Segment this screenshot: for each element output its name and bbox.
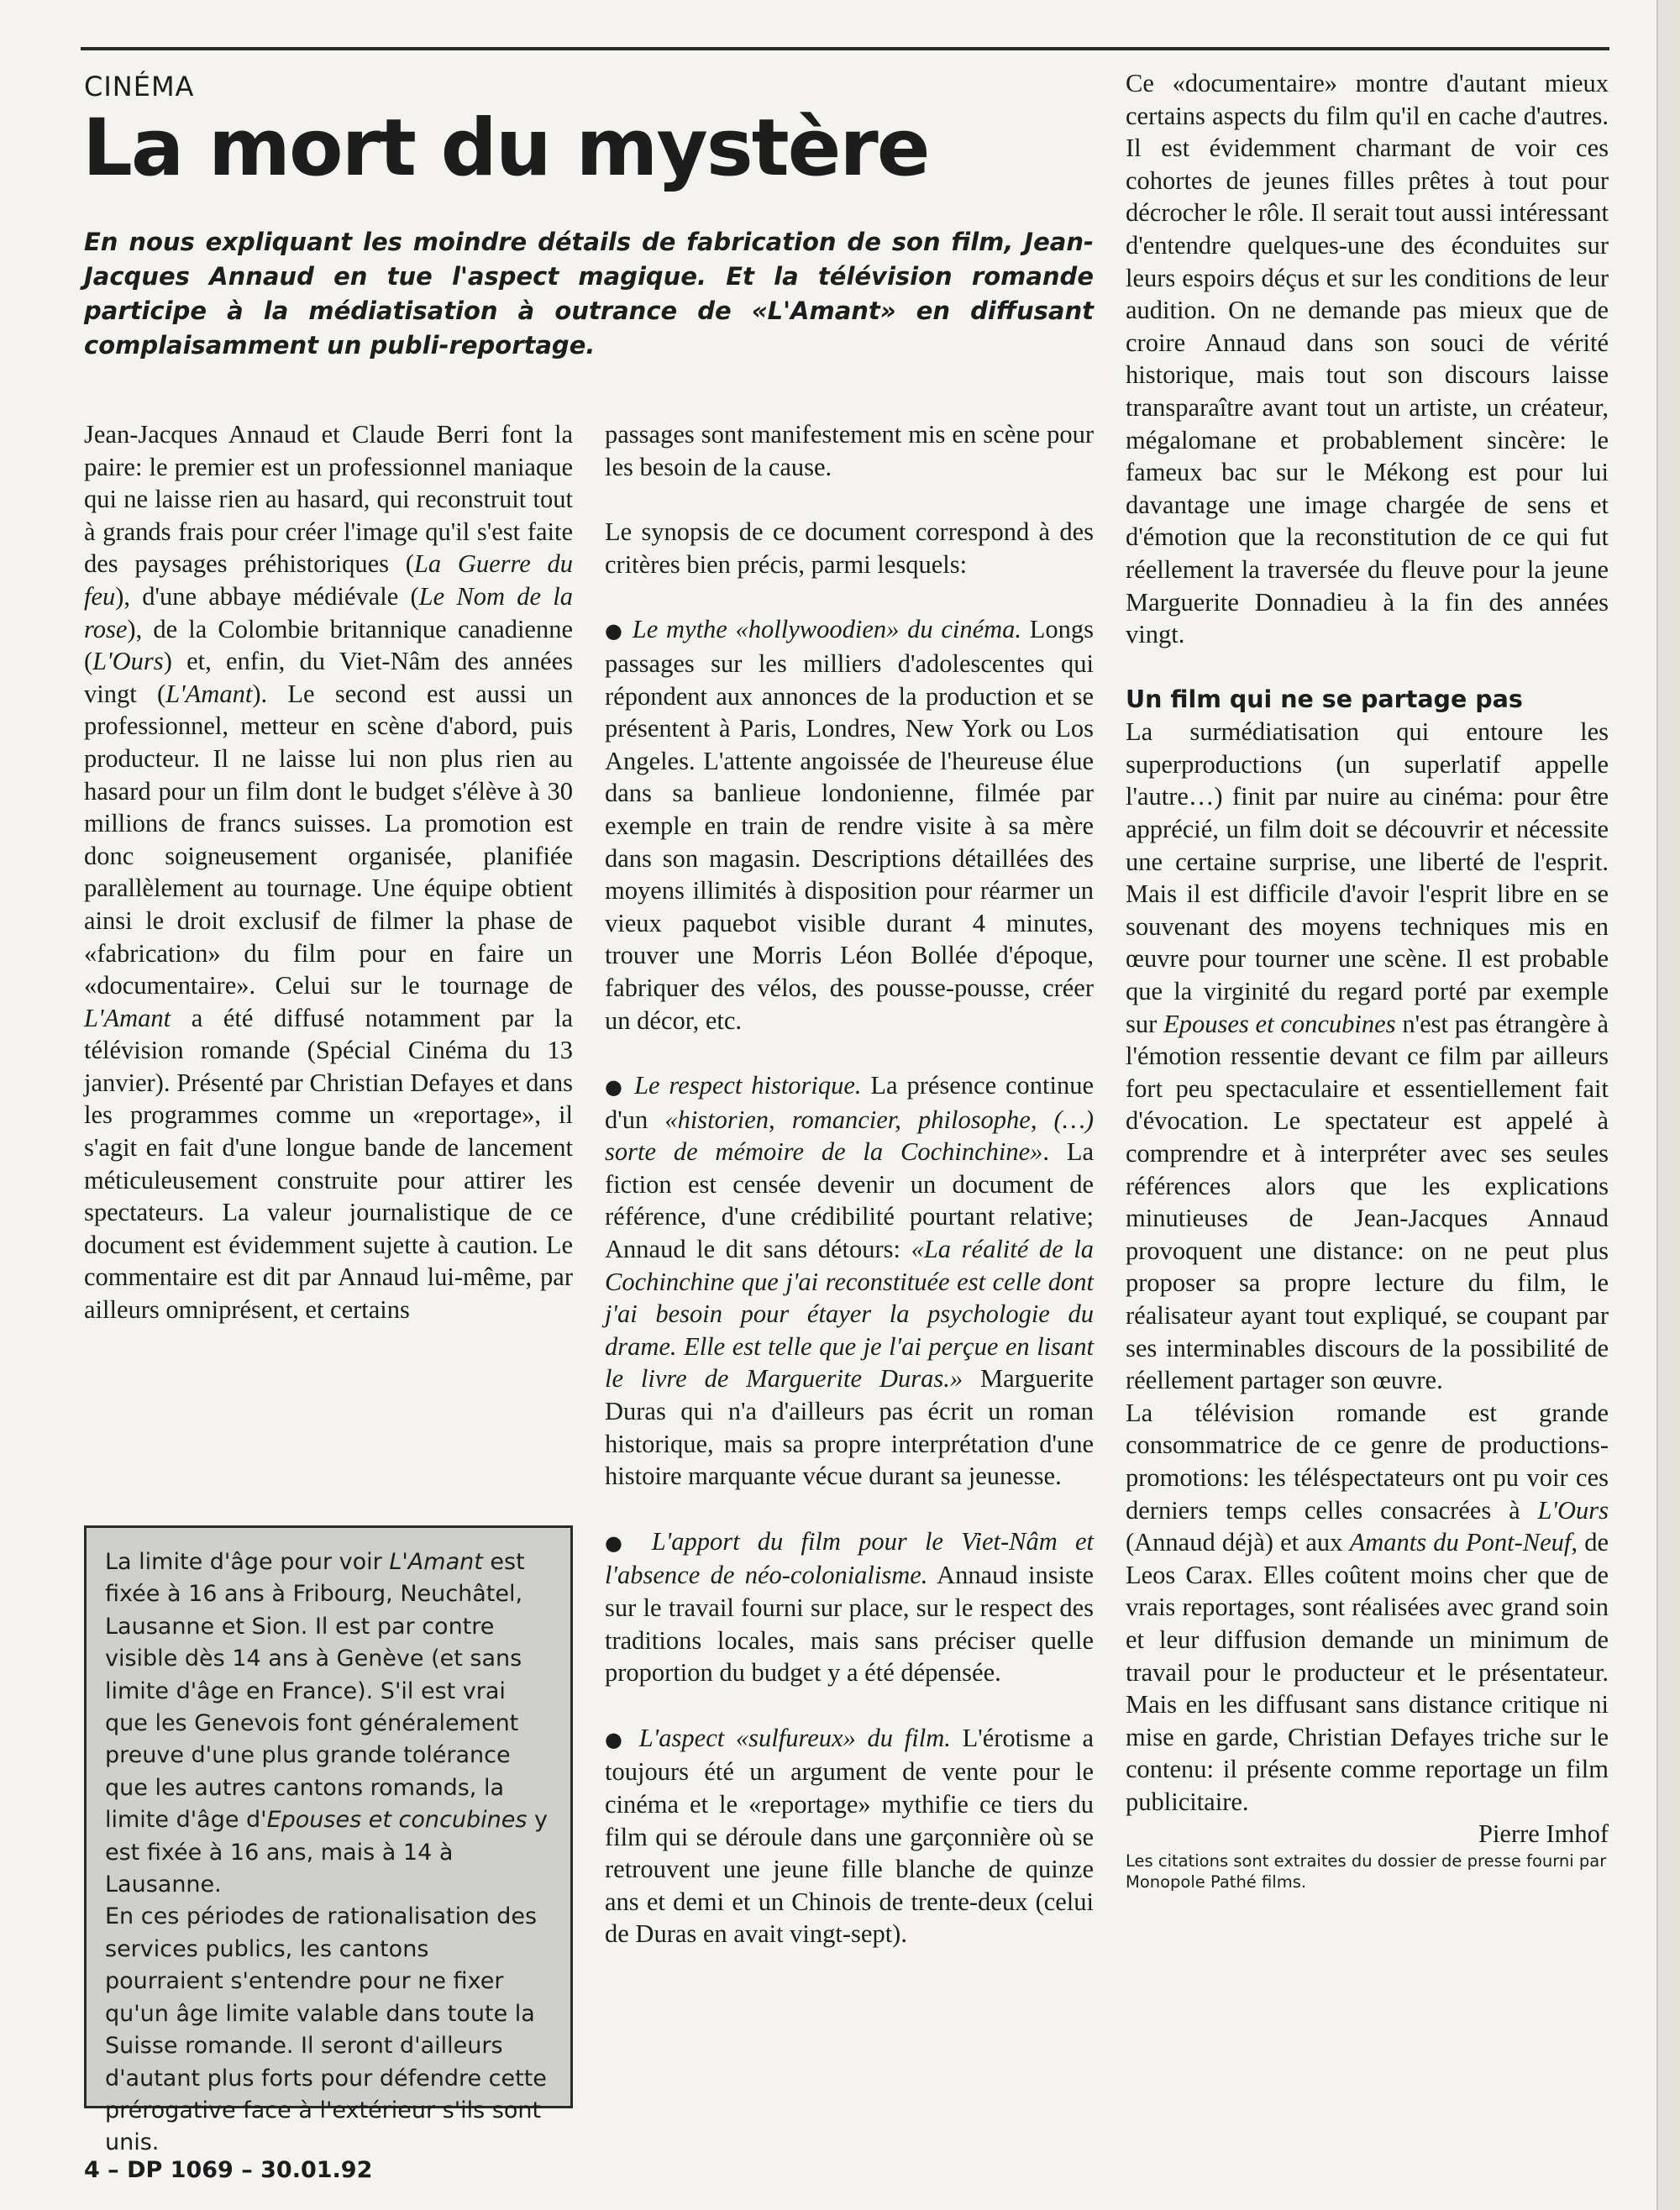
column-2 bbox=[605, 418, 1094, 1950]
author-signature: Pierre Imhof bbox=[1478, 1819, 1609, 1849]
bullet-item: ● L'apport du film pour le Viet-Nâm et l'absence de néo-colonialisme. Annaud insiste sur le travail fourni sur place, sur le respect des traditions locales, mais sans préciser quelle proportion du budget y a été dépensée. bbox=[605, 1526, 1094, 1688]
bullet-item: ● Le mythe «hollywoodien» du cinéma. Longs passages sur les milliers d'adolescentes qui répondent aux annonces de la production et se présentent à Paris, Londres, New York ou Los Angeles. L'attente angoissée de l'heureuse élue dans sa banlieue londonienne, filmée par exemple en train de rendre visite à sa mère dans son magasin. Descriptions détaillées des moyens illimités à disposition pour réarmer un vieux paquebot visible durant 4 minutes, trouver une Morris Léon Bollée d'époque, fabriquer des vélos, des pousse-pousse, créer un décor, etc. bbox=[605, 615, 1095, 1035]
paragraph: La télévision romande est grande consommatrice de ce genre de productions-promotions: les téléspectateurs ont pu voir ces derniers temps celles consacrées à L'Ours (Annaud déjà) et aux Amants du Pont-Neuf, de Leos Carax. Elles coûtent moins cher que de vrais reportages, sont réalisées avec grand soin et leur diffusion demande un minimum de travail pour le producteur et le présentateur. Mais en les diffusant sans distance critique ni mise en garde, Christian Defayes triche sur le contenu: il présente comme reportage un film publicitaire. bbox=[1126, 1398, 1609, 1816]
paragraph: La surmédiatisation qui entoure les superproductions (un superlatif appelle l'autre…) finit par nuire au cinéma: pour être apprécié, un film doit se découvrir et nécessite une certaine surprise, une liberté de l'esprit. Mais il est difficile d'avoir l'esprit libre en se souvenant des moyens techniques mis en œuvre pour tourner une scène. Il est probable que la virginité du regard porté par exemple sur Epouses et concubines n'est pas étrangère à l'émotion ressentie devant ce film par ailleurs fort peu spectaculaire et essentiellement fait d'évocation. Le spectateur est appelé à comprendre et à interpréter avec ses seules références alors que les explications minutieuses de Jean-Jacques Annaud provoquent une distance: on ne peut plus proposer sa propre lecture du film, le réalisateur ayant tout expliqué, se coupant par ses interminables discours de la possibilité de réellement partager son œuvre. bbox=[1126, 717, 1609, 1395]
top-rule bbox=[81, 47, 1609, 50]
page-footer: 4 – DP 1069 – 30.01.92 bbox=[84, 2157, 373, 2183]
bullet-icon: ● bbox=[605, 1075, 626, 1100]
bullet-icon: ● bbox=[605, 1530, 634, 1555]
paragraph: Jean-Jacques Annaud et Claude Berri font la paire: le premier est un professionnel maniaque qui ne laisse rien au hasard, qui reconstruit tout à grands frais pour créer l'image qu'il s'est faite des paysages préhistoriques (La Guerre du feu), d'une abbaye médiévale (Le Nom de la rose), de la Colombie britannique canadienne (L'Ours) et, enfin, du Viet-Nâm des années vingt (L'Amant). Le second est aussi un professionnel, metteur en scène d'abord, puis producteur. Il ne laisse lui non plus rien au hasard pour un film dont le budget s'élève à 30 millions de francs suisses. La promotion est donc soigneusement organisée, planifiée parallèlement au tournage. Une équipe obtient ainsi le droit exclusif de filmer la phase de «fabrication» du film pour en faire un «documentaire». Celui sur le tournage de L'Amant a été diffusé notamment par la télévision romande (Spécial Cinéma du 13 janvier). Présenté par Christian Defayes et dans les programmes comme un «reportage», il s'agit en fait d'une longue bande de lancement méticuleusement construite pour attirer les spectateurs. La valeur journalistique de ce document est évidemment sujette à caution. Le commentaire est dit par Annaud lui-même, par ailleurs omniprésent, et certains bbox=[84, 420, 574, 1325]
box-paragraph: La limite d'âge pour voir L'Amant est fixée à 16 ans à Fribourg, Neuchâtel, Lausanne et Sion. Il est par contre visible dès 14 ans à Genève (et sans limite d'âge en France). S'il est vrai que les Genevois font généralement preuve d'une plus grande tolérance que les autres cantons romands, la limite d'âge d'Epouses et concubines y est fixée à 16 ans, mais à 14 à Lausanne. bbox=[105, 1549, 548, 1898]
column-3 bbox=[1126, 67, 1609, 1892]
paragraph: Ce «documentaire» montre d'autant mieux certains aspects du film qu'il en cache d'autres. Il est évidemment charmant de voir ces cohortes de jeunes filles prêtes à tout pour décrocher le rôle. Il serait tout aussi intéressant d'entendre quelques-une des éconduites sur leurs espoirs déçus et sur les conditions de leur audition. On ne demande pas mieux que de croire Annaud dans son souci de vérité historique, mais tout son discours laisse transparaître avant tout un artiste, un créateur, mégalomane et probablement sincère: le fameux bac sur le Mékong est pour lui davantage une image chargée de sens et d'émotion que la reconstitution de ce qui fut réellement la traversée du fleuve pour la jeune Marguerite Donnadieu à la fin des années vingt. bbox=[1126, 69, 1609, 649]
sidebar-box bbox=[84, 1525, 573, 2156]
page-edge bbox=[1656, 0, 1680, 2210]
article-lead: En nous expliquant les moindre détails de fabrication de son film, Jean-Jacques Annaud en tue l'aspect magique. Et la télévision romande participe à la médiatisation à outrance de «L'Amant» en diffusant complaisamment un publi-reportage. bbox=[84, 228, 1094, 360]
subheading: Un film qui ne se partage pas bbox=[1126, 685, 1523, 713]
paragraph: passages sont manifestement mis en scène pour les besoin de la cause. bbox=[605, 420, 1094, 481]
bullet-icon: ● bbox=[605, 619, 625, 643]
source-note: Les citations sont extraites du dossier de presse fourni par Monopole Pathé films. bbox=[1126, 1851, 1607, 1892]
box-paragraph: En ces périodes de rationalisation des services publics, les cantons pourraient s'entendre pour ne fixer qu'un âge limite valable dans toute la Suisse romande. Il seront d'ailleurs d'autant plus forts pour défendre cette prérogative face à l'extérieur s'ils sont unis. bbox=[105, 1903, 547, 2156]
bullet-icon: ● bbox=[605, 1727, 628, 1751]
paragraph: Le synopsis de ce document correspond à des critères bien précis, parmi lesquels: bbox=[605, 517, 1094, 579]
section-kicker: CINÉMA bbox=[84, 71, 195, 102]
bullet-item: ● L'aspect «sulfureux» du film. L'érotisme a toujours été un argument de vente pour le cinéma et le «reportage» mythifie ce tiers du film qui se déroule dans une garçonnière où se retrouvent une jeune fille blanche de quinze ans et demi et un Chinois de trente-deux (celui de Duras en avait vingt-sept). bbox=[605, 1723, 1095, 1949]
bullet-item: ● Le respect historique. La présence continue d'un «historien, romancier, philosophe, (…) sorte de mémoire de la Cochinchine». La fiction est censée devenir un document de référence, d'une crédibilité pourtant relative; Annaud le dit sans détours: «La réalité de la Cochinchine que j'ai reconstituée est celle dont j'ai besoin pour étayer la psychologie du drame. Elle est telle que je l'ai perçue en lisant le livre de Marguerite Duras.» Marguerite Duras qui n'a d'ailleurs pas écrit un roman historique, mais sa propre interprétation d'une histoire marquante vécue durant sa jeunesse. bbox=[605, 1071, 1095, 1491]
column-1 bbox=[84, 418, 573, 1326]
article-title: La mort du mystère bbox=[82, 102, 929, 194]
